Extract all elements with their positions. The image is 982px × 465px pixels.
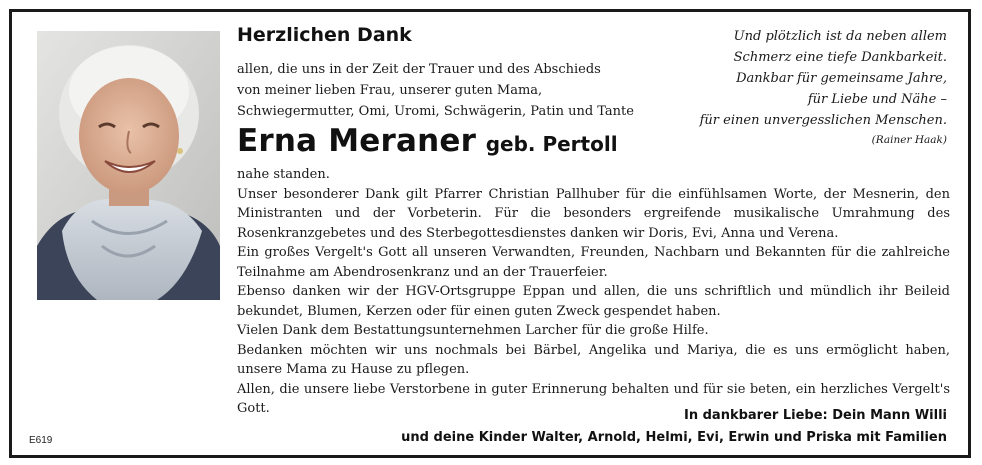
deceased-name: Erna Meraner bbox=[237, 123, 477, 159]
intro-text bbox=[237, 59, 657, 122]
portrait-photo bbox=[37, 31, 220, 300]
quote-line: für Liebe und Nähe – bbox=[807, 92, 947, 107]
intro-line: Schwiegermutter, Omi, Uromi, Schwägerin, Patin und Tante bbox=[237, 104, 634, 119]
quote-line: Dankbar für gemeinsame Jahre, bbox=[736, 71, 947, 86]
intro-line: allen, die uns in der Zeit der Trauer und des Abschieds bbox=[237, 62, 601, 77]
quote-line: Schmerz eine tiefe Dankbarkeit. bbox=[733, 50, 947, 65]
thanks-body bbox=[237, 165, 950, 419]
quote-line: Und plötzlich ist da neben allem bbox=[733, 29, 947, 44]
quote-line: für einen unvergesslichen Menschen. bbox=[699, 113, 947, 128]
memorial-quote bbox=[647, 26, 947, 149]
closing-line: In dankbarer Liebe: Dein Mann Willi bbox=[684, 408, 947, 423]
body-paragraph: Ein großes Vergelt's Gott all unseren Verwandten, Freunden, Nachbarn und Bekannten für die zahlreiche Teilnahme am Abendrosenkranz und an der Trauerfeier. bbox=[237, 245, 950, 280]
quote-author: (Rainer Haak) bbox=[871, 134, 947, 146]
body-paragraph: nahe standen. bbox=[237, 167, 330, 182]
body-paragraph: Ebenso danken wir der HGV-Ortsgruppe Eppan und allen, die uns schriftlich und mündlich ihr Beileid bekundet, Blumen, Kerzen oder für einen guten Zweck gespendet haben. bbox=[237, 284, 950, 319]
closing-signature bbox=[401, 405, 947, 449]
notice-frame bbox=[9, 9, 971, 458]
born-name: geb. Pertoll bbox=[485, 132, 618, 156]
body-paragraph: Vielen Dank dem Bestattungsunternehmen Larcher für die große Hilfe. bbox=[237, 323, 709, 338]
body-paragraph: Bedanken möchten wir uns nochmals bei Bärbel, Angelika und Mariya, die es uns ermöglicht haben, unsere Mama zu Hause zu pflegen. bbox=[237, 342, 950, 377]
notice-heading: Herzlichen Dank bbox=[237, 24, 412, 46]
intro-line: von meiner lieben Frau, unserer guten Mama, bbox=[237, 83, 543, 98]
body-paragraph: Allen, die unsere liebe Verstorbene in guter Erinnerung behalten und für sie beten, ein herzliches Vergelt's Gott. bbox=[237, 381, 950, 416]
closing-line: und deine Kinder Walter, Arnold, Helmi, Evi, Erwin und Priska mit Familien bbox=[401, 430, 947, 445]
notice-code: E619 bbox=[29, 435, 53, 446]
deceased-name-line bbox=[237, 123, 618, 159]
body-paragraph: Unser besonderer Dank gilt Pfarrer Christian Pallhuber für die einfühlsamen Worte, der Mesnerin, den Ministranten und der Vorbeterin. Für die besonders ergreifende musikalische Umrahmung des Rosenkranzgebetes und des Sterbegottesdienstes danken wir Doris, Evi, Anna und Verena. bbox=[237, 186, 950, 241]
